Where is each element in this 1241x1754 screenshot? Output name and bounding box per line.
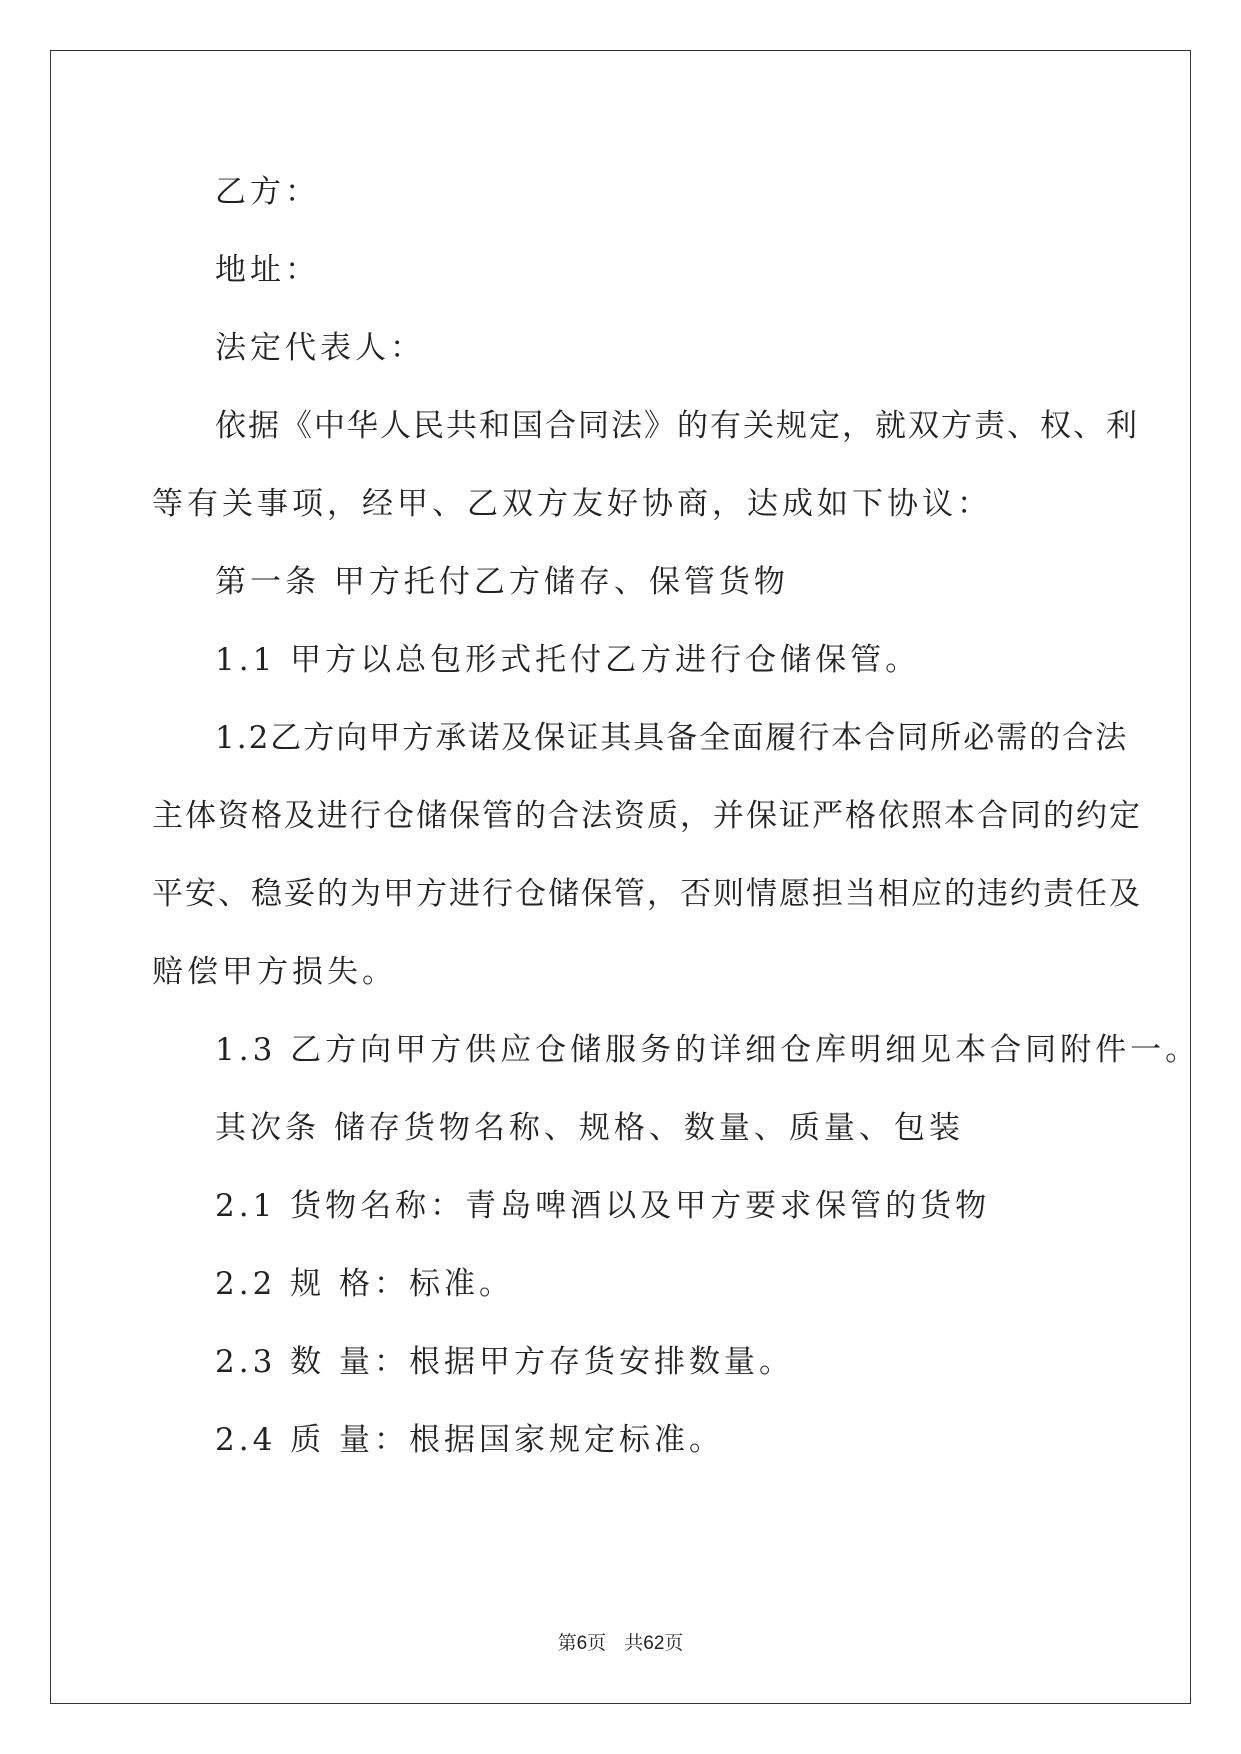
party-b-line: 乙方： <box>215 174 320 210</box>
clause-2-1: 2.1 货物名称：青岛啤酒以及甲方要求保管的货物 <box>215 1188 991 1224</box>
clause-1-1: 1.1 甲方以总包形式托付乙方进行仓储保管。 <box>215 642 921 678</box>
article-1-title: 第一条 甲方托付乙方储存、保管货物 <box>215 564 789 600</box>
clause-1-2-line-4: 赔偿甲方损失。 <box>152 954 397 990</box>
address-line: 地址： <box>215 252 320 288</box>
footer-middle: 页 共 <box>587 1632 644 1654</box>
preamble-line-1: 依据《中华人民共和国合同法》的有关规定，就双方责、权、利 <box>215 408 1139 444</box>
clause-1-2-line-1: 1.2乙方向甲方承诺及保证其具备全面履行本合同所必需的合法 <box>215 720 1129 756</box>
total-pages-number: 62 <box>643 1633 665 1654</box>
current-page-number: 6 <box>576 1633 588 1654</box>
legal-rep-line: 法定代表人： <box>215 330 425 366</box>
footer-suffix: 页 <box>664 1632 684 1654</box>
clause-2-4: 2.4 质 量：根据国家规定标准。 <box>215 1422 725 1458</box>
article-2-title: 其次条 储存货物名称、规格、数量、质量、包装 <box>215 1110 964 1146</box>
clause-1-2-line-3: 平安、稳妥的为甲方进行仓储保管，否则情愿担当相应的违约责任及 <box>152 876 1142 912</box>
page-footer <box>0 1628 1241 1655</box>
clause-1-2-line-2: 主体资格及进行仓储保管的合法资质，并保证严格依照本合同的约定 <box>152 798 1142 834</box>
preamble-line-2: 等有关事项，经甲、乙双方友好协商，达成如下协议： <box>152 486 992 522</box>
clause-2-3: 2.3 数 量：根据甲方存货安排数量。 <box>215 1344 795 1380</box>
footer-prefix: 第 <box>557 1632 577 1654</box>
clause-1-3: 1.3 乙方向甲方供应仓储服务的详细仓库明细见本合同附件一。 <box>215 1032 1201 1068</box>
clause-2-2: 2.2 规 格：标准。 <box>215 1266 515 1302</box>
